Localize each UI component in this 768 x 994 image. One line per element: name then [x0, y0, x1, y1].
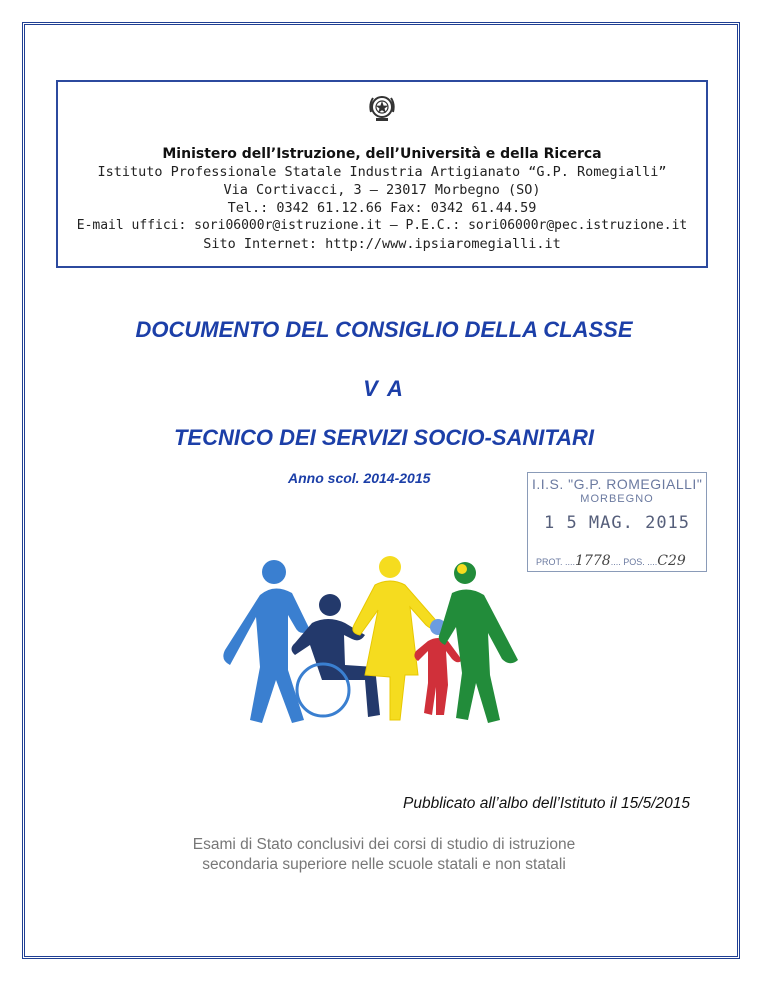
footer-line-1: Esami di Stato conclusivi dei corsi di studio di istruzione [192, 836, 576, 853]
address: Via Cortivacci, 3 – 23017 Morbegno (SO) [223, 182, 541, 198]
letterhead-box [56, 80, 708, 268]
ministry-name: Ministero dell’Istruzione, dell’Università e della Ricerca [162, 146, 602, 162]
pos-number: C29 [657, 553, 686, 569]
prot-number: 1778 [575, 553, 611, 569]
website-line: Sito Internet: http://www.ipsiaromegialli.it [203, 236, 561, 252]
stamp-date: 1 5 MAG. 2015 [543, 513, 691, 533]
course-title: TECNICO DEI SERVIZI SOCIO-SANITARI [173, 425, 595, 450]
school-year: Anno scol. 2014-2015 [288, 470, 431, 486]
pos-label: POS. [623, 557, 645, 567]
stamp-school: I.I.S. "G.P. ROMEGIALLI" [532, 476, 703, 492]
email-line: E-mail uffici: sori06000r@istruzione.it – P.E.C.: sori06000r@pec.istruzione.it [76, 218, 688, 233]
prot-label: PROT. [536, 557, 563, 567]
publication-note: Pubblicato all’albo dell’Istituto il 15/5/2015 [403, 795, 690, 812]
italian-republic-emblem-icon [367, 92, 397, 124]
footer-line-2: secondaria superiore nelle scuole statali e non statali [202, 856, 566, 873]
people-illustration [200, 555, 535, 725]
class-name: V A [363, 376, 405, 401]
document-title: DOCUMENTO DEL CONSIGLIO DELLA CLASSE [135, 317, 633, 342]
phone-fax: Tel.: 0342 61.12.66 Fax: 0342 61.44.59 [227, 200, 537, 216]
stamp-protocol: PROT. ....1778.... POS. ....C29 [536, 553, 686, 569]
protocol-stamp [527, 472, 707, 572]
stamp-town: MORBEGNO [580, 493, 654, 505]
institute-name: Istituto Professionale Statale Industria Artigianato “G.P. Romegialli” [97, 164, 667, 180]
